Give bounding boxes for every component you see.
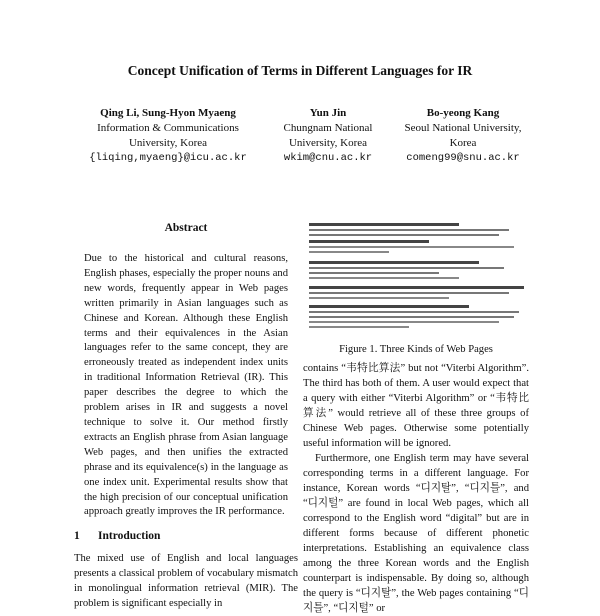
author-name: Qing Li, Sung-Hyon Myaeng [100, 107, 236, 119]
author-block-2 [268, 106, 388, 166]
author-email: {liqing,myaeng}@icu.ac.kr [89, 152, 247, 164]
author-name: Bo-yeong Kang [426, 107, 500, 119]
figure-image [303, 213, 529, 344]
abstract-heading: Abstract [164, 222, 208, 234]
author-email: comeng99@snu.ac.kr [406, 152, 520, 164]
author-affiliation: Information & Communications [97, 122, 239, 134]
author-email: wkim@cnu.ac.kr [283, 152, 373, 164]
paper-title: Concept Unification of Terms in Different Languages for IR [127, 63, 473, 78]
figure-caption: Figure 1. Three Kinds of Web Pages [339, 344, 493, 355]
left-column [74, 222, 298, 520]
paragraph: Furthermore, one English term may have several corresponding terms in a different language. For instance, Korean words “디지탈”, “디지틀”, and “디지털” are found in local Web pages, which all correspond to the English word “digital” but are in different forms because of different phonetic interpretations. Establishing an equivalence class among the three Korean words and the English counterpart is indispensable. By doing so, although the query is “디지탈”, the Web pages containing “디지틀”, “디지털” or [303, 453, 529, 614]
section-title: Introduction [98, 530, 161, 542]
right-column [303, 361, 529, 616]
abstract-text: Due to the historical and cultural reasons, English phases, especially the proper nouns and new words, frequently appear in Web pages written primarily in Asian languages such as Chinese and Korean. Although these English terms and their equivalences in the Asian languages refer to the same concept, they are erroneously treated as independent index units in traditional Information Retrieval (IR). This paper describes the degree to which the problem arises in IR and suggests a novel technique to solve it. Our method firstly extracts an English phrase from Asian language Web pages, and then unifies the extracted phrase and its equivalence(s) in the language as one index unit. Experimental results show that the high precision of our conceptual unification approach greatly improves the IR performance. [84, 253, 288, 518]
author-block-1 [78, 106, 258, 166]
author-block-3 [388, 106, 538, 166]
author-affiliation: University, Korea [128, 137, 208, 149]
introduction-text: The mixed use of English and local languages presents a classical problem of vocabulary mismatch in monolingual information retrieval (MIR). The problem is significant especially in [74, 553, 298, 609]
paragraph: contains “韦特比算法” but not “Viterbi Algorithm”. The third has both of them. A user would expect that a query with either “Viterbi Algorithm” or “韦特比算法” would retrieve all of these three groups of Chinese Web pages. Otherwise some potentially useful information will be ignored. [303, 363, 529, 449]
author-affiliation: Korea [449, 137, 477, 149]
author-affiliation: University, Korea [288, 137, 368, 149]
section-number: 1 [74, 530, 80, 542]
author-affiliation: Seoul National University, [404, 122, 522, 134]
author-name: Yun Jin [309, 107, 347, 119]
author-affiliation: Chungnam National [283, 122, 373, 134]
section-heading [74, 530, 160, 542]
